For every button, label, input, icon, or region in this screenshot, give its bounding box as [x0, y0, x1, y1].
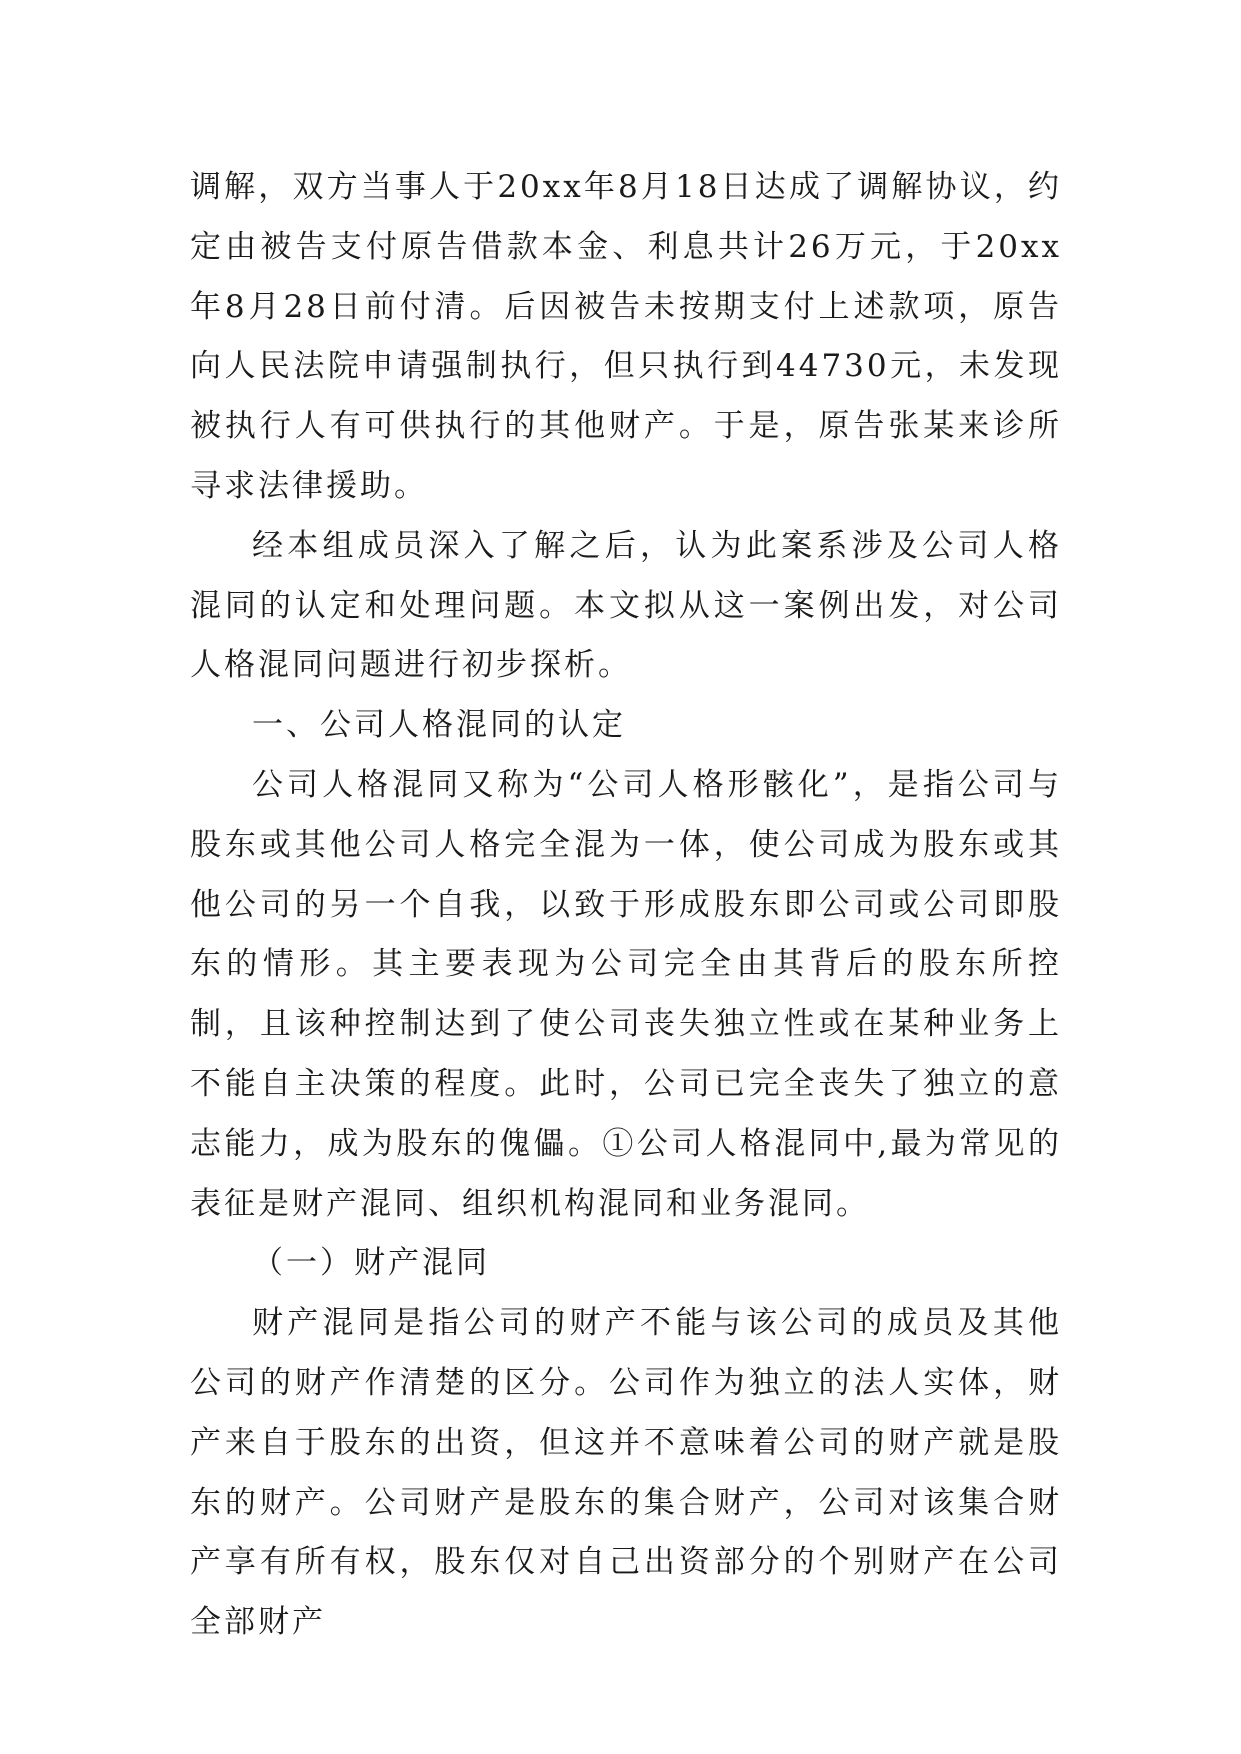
subsection-heading-1: （一）财产混同 [252, 1245, 490, 1282]
paragraph-definition: 公司人格混同又称为“公司人格形骸化”，是指公司与股东或其他公司人格完全混为一体，使公司成为股东或其他公司的另一个自我，以致于形成股东即公司或公司即股东的情形。其主要表现为公司完全由其背后的股东所控制，且该种控制达到了使公司丧失独立性或在某种业务上不能自主决策的程度。此时，公司已完全丧失了独立的意志能力，成为股东的傀儡。①公司人格混同中,最为常见的表征是财产混同、组织机构混同和业务混同。 [190, 766, 1062, 1222]
paragraph-case-continuation: 调解，双方当事人于20xx年8月18日达成了调解协议，约定由被告支付原告借款本金、利息共计26万元，于20xx年8月28日前付清。后因被告未按期支付上述款项，原告向人民法院申请强制执行，但只执行到44730元，未发现被执行人有可供执行的其他财产。于是，原告张某来诊所寻求法律援助。 [190, 169, 1062, 504]
document-body [190, 158, 1062, 1653]
section-heading-1: 一、公司人格混同的认定 [252, 707, 626, 744]
paragraph-analysis-intro: 经本组成员深入了解之后，认为此案系涉及公司人格混同的认定和处理问题。本文拟从这一案例出发，对公司人格混同问题进行初步探析。 [190, 527, 1062, 684]
paragraph-property-confusion: 财产混同是指公司的财产不能与该公司的成员及其他公司的财产作清楚的区分。公司作为独立的法人实体，财产来自于股东的出资，但这并不意味着公司的财产就是股东的财产。公司财产是股东的集合财产，公司对该集合财产享有所有权，股东仅对自己出资部分的个别财产在公司全部财产 [190, 1305, 1062, 1641]
